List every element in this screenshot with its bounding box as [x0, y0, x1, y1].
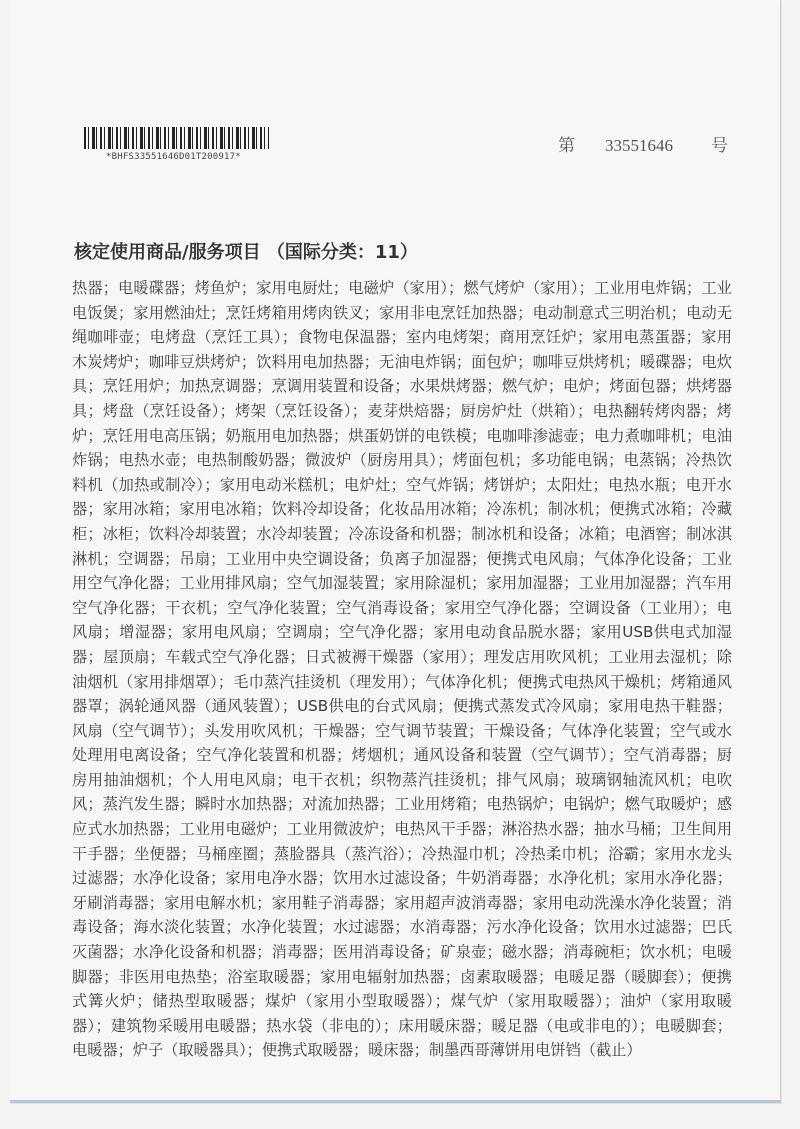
barcode-text: *BHFS33551646D01T200917*: [106, 152, 241, 162]
goods-services-list: 热器；电暖碟器；烤鱼炉；家用电厨灶；电磁炉（家用）；燃气烤炉（家用）；工业用电炸锅；工业电饭煲；家用燃油灶；烹饪烤箱用烤肉铁叉；家用非电烹饪加热器；电动制意式三明治机；电动无绳咖啡壶；电烤盘（烹饪工具）；食物电保温器；室内电烤架；商用烹饪炉；家用电蒸蛋器；家用木炭烤炉；咖啡豆烘烤炉；饮料用电加热器；无油电炸锅；面包炉；咖啡豆烘烤机；暖碟器；电炊具；烹饪用炉；加热烹调器；烹调用装置和设备；水果烘烤器；燃气炉；电炉；烤面包器；烘烤器具；烤盘（烹饪设备）；烤架（烹饪设备）；麦芽烘焙器；厨房炉灶（烘箱）；电热翻转烤肉器；烤炉；烹饪用电高压锅；奶瓶用电加热器；烘蛋奶饼的电铁模；电咖啡渗滤壶；电力煮咖啡机；电油炸锅；电热水壶；电热制酸奶器；微波炉（厨房用具）；烤面包机；多功能电锅；电蒸锅；冷热饮料机（加热或制冷）；家用电动米糕机；电炉灶；空气炸锅；烤饼炉；太阳灶；电热水瓶；电开水器；家用冰箱；家用电冰箱；饮料冷却设备；化妆品用冰箱；冷冻机；制冰机；便携式冰箱；冷藏柜；冰柜；饮料冷却装置；水冷却装置；冷冻设备和机器；制冰机和设备；冰箱；电酒窖；制冰淇淋机；空调器；吊扇；工业用中央空调设备；负离子加湿器；便携式电风扇；气体净化设备；工业用空气净化器；工业用排风扇；空气加湿装置；家用除湿机；家用加湿器；工业用加湿器；汽车用空气净化器；干衣机；空气净化装置；空气消毒设备；家用空气净化器；空调设备（工业用）；电风扇；增湿器；家用电风扇；空调扇；空气净化器；家用电动食品脱水器；家用USB供电式加湿器；屋顶扇；车载式空气净化器；日式被褥干燥器（家用）；理发店用吹风机；工业用去湿机；除油烟机（家用排烟罩）；毛巾蒸汽挂烫机（理发用）；气体净化机；便携式电热风干燥机；烤箱通风器罩；涡轮通风器（通风装置）；USB供电的台式风扇；便携式蒸发式冷风扇；家用电热干鞋器；风扇（空气调节）；头发用吹风机；干燥器；空气调节装置；干燥设备；气体净化装置；空气或水处理用电离设备；空气净化装置和机器；烤烟机；通风设备和装置（空气调节）；空气消毒器；厨房用抽油烟机；个人用电风扇；电干衣机；织物蒸汽挂烫机；排气风扇；玻璃钢轴流风机；电吹风；蒸汽发生器；瞬时水加热器；对流加热器；工业用烤箱；电热锅炉；电锅炉；燃气取暖炉；感应式水加热器；工业用电磁炉；工业用微波炉；电热风干手器；淋浴热水器；抽水马桶；卫生间用干手器；坐便器；马桶座圈；蒸脸器具（蒸汽浴）；冷热湿巾机；冷热柔巾机；浴霸；家用水龙头过滤器；水净化设备；家用电净水器；饮用水过滤设备；牛奶消毒器；水净化机；家用水净化器；牙刷消毒器；家用电解水机；家用鞋子消毒器；家用超声波消毒器；家用电动洗澡水净化装置；消毒设备；海水淡化装置；水净化装置；水过滤器；水消毒器；污水净化设备；饮用水过滤器；巴氏灭菌器；水净化设备和机器；消毒器；医用消毒设备；矿泉壶；磁水器；消毒碗柜；饮水机；电暖脚器；非医用电热垫；浴室取暖器；家用电辐射加热器；卤素取暖器；电暖足器（暖脚套）；便携式篝火炉；储热型取暖器；煤炉（家用小型取暖器）；煤气炉（家用取暖器）；油炉（家用取暖器）；建筑物采暖用电暖器；热水袋（非电的）；床用暖床器；暖足器（电或非电的）；电暖脚套；电暖器；炉子（取暖器具）；便携式取暖器；暖床器；制墨西哥薄饼用电饼铛（截止）: [72, 279, 732, 1060]
registration-suffix: 号: [711, 136, 728, 156]
section-title: 核定使用商品/服务项目 （国际分类：11）: [74, 242, 418, 263]
certificate-page: [10, 0, 781, 1103]
registration-number: [558, 131, 728, 156]
registration-prefix: 第: [558, 136, 575, 156]
registration-number-value: 33551646: [605, 136, 673, 155]
barcode-image: [84, 127, 269, 149]
